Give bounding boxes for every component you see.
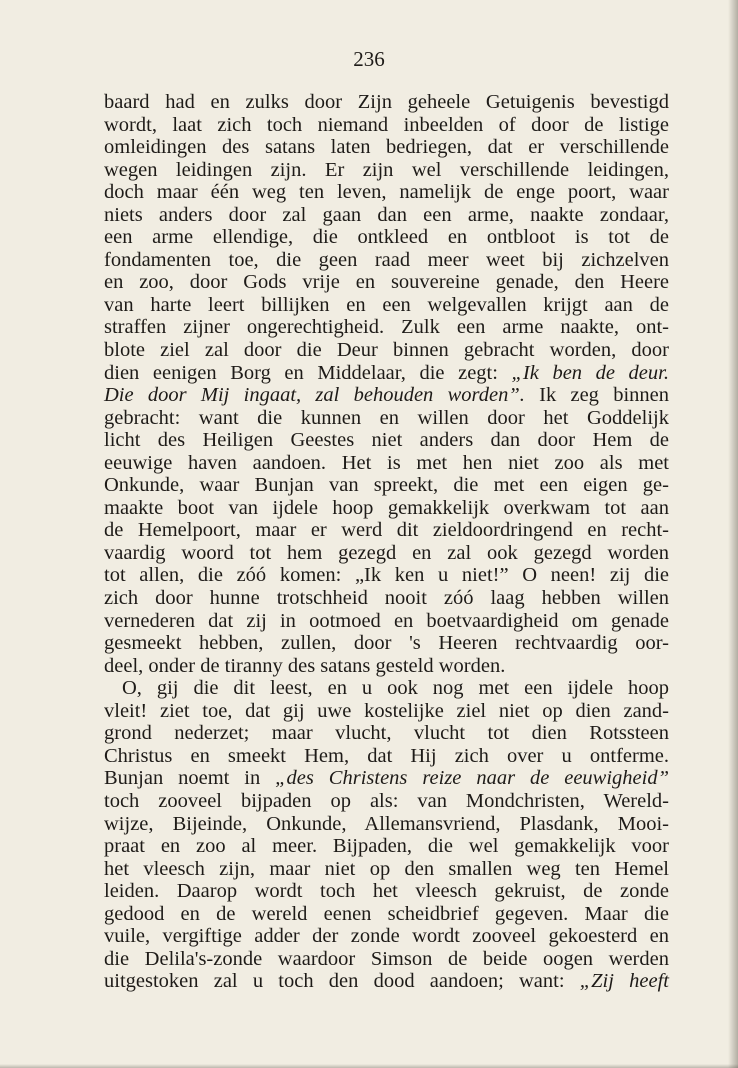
text-line: fondamenten toe, die geen raad meer weet bij zichzelven bbox=[104, 248, 669, 271]
text-line bbox=[104, 767, 669, 790]
text-line: vleit! ziet toe, dat gij uwe kostelijke ziel niet op dien zand- bbox=[104, 699, 669, 722]
text-segment: Ik zeg binnen bbox=[524, 384, 669, 407]
text-line: gedood en de wereld eenen scheidbrief gegeven. Maar die bbox=[104, 902, 669, 925]
text-line bbox=[104, 362, 669, 385]
text-line: Onkunde, waar Bunjan van spreekt, die met een eigen ge- bbox=[104, 474, 669, 497]
text-line: wordt, laat zich toch niemand inbeelden of door de listige bbox=[104, 113, 669, 136]
text-line: eeuwige haven aandoen. Het is met hen niet zoo als met bbox=[104, 451, 669, 474]
text-line: van harte leert billijken en een welgevallen krijgt aan de bbox=[104, 293, 669, 316]
text-line: maakte boot van ijdele hoop gemakkelijk overkwam tot aan bbox=[104, 496, 669, 519]
text-line: zich door hunne trotschheid nooit zóó laag hebben willen bbox=[104, 587, 669, 610]
text-line: gebracht: want die kunnen en willen door het Goddelijk bbox=[104, 406, 669, 429]
text-line: toch zooveel bijpaden op als: van Mondchristen, Wereld- bbox=[104, 789, 669, 812]
text-line bbox=[104, 384, 669, 407]
text-line: Christus en smeekt Hem, dat Hij zich over u ontferme. bbox=[104, 744, 669, 767]
text-line: de Hemelpoort, maar er werd dit zieldoordringend en recht- bbox=[104, 519, 669, 542]
italic-quote: Die door Mij ingaat, zal behouden worden”. bbox=[104, 384, 525, 407]
text-line: die Delila's-zonde waardoor Simson de beide oogen werden bbox=[104, 947, 669, 970]
text-line: vernederen dat zij in ootmoed en boetvaardigheid om genade bbox=[104, 609, 669, 632]
text-line: licht des Heiligen Geestes niet anders dan door Hem de bbox=[104, 429, 669, 452]
italic-quote: „Ik ben de deur. bbox=[511, 361, 669, 384]
text-line: het vleesch zijn, maar niet op den smallen weg ten Hemel bbox=[104, 857, 669, 880]
text-segment: Bunjan noemt in bbox=[104, 767, 276, 790]
text-line: blote ziel zal door die Deur binnen gebracht worden, door bbox=[104, 339, 669, 362]
body-text bbox=[104, 91, 669, 993]
text-line: grond nederzet; maar vlucht, vlucht tot dien Rotssteen bbox=[104, 722, 669, 745]
page-edge-shadow bbox=[728, 0, 738, 1068]
text-line: baard had en zulks door Zijn geheele Getuigenis bevestigd bbox=[104, 91, 669, 113]
page-number: 236 bbox=[353, 47, 385, 71]
text-line: straffen zijner ongerechtigheid. Zulk een arme naakte, ont- bbox=[104, 316, 669, 339]
text-line: deel, onder de tiranny des satans gesteld worden. bbox=[104, 654, 506, 677]
text-line: omleidingen des satans laten bedriegen, dat er verschillende bbox=[104, 136, 669, 159]
text-line: praat en zoo al meer. Bijpaden, die wel gemakkelijk voor bbox=[104, 835, 669, 858]
text-line: wijze, Bijeinde, Onkunde, Allemansvriend, Plasdank, Mooi- bbox=[104, 812, 669, 835]
text-line: wegen leidingen zijn. Er zijn wel verschillende leidingen, bbox=[104, 158, 669, 181]
text-line: een arme ellendige, die ontkleed en ontbloot is tot de bbox=[104, 226, 669, 249]
text-line bbox=[104, 970, 669, 993]
text-segment: uitgestoken zal u toch den dood aandoen; want: bbox=[104, 970, 580, 993]
text-line: doch maar één weg ten leven, namelijk de enge poort, waar bbox=[104, 181, 669, 204]
text-line: vuile, vergiftige adder der zonde wordt zooveel gekoesterd en bbox=[104, 925, 669, 948]
text-line: O, gij die dit leest, en u ook nog met een ijdele hoop bbox=[122, 677, 669, 700]
italic-quote: „des Christens reize naar de eeuwigheid” bbox=[275, 767, 669, 790]
text-line: vaardig woord tot hem gezegd en zal ook gezegd worden bbox=[104, 541, 669, 564]
page-bottom-edge bbox=[0, 1064, 738, 1068]
italic-quote: „Zij heeft bbox=[579, 970, 669, 993]
text-line: en zoo, door Gods vrije en souvereine genade, den Heere bbox=[104, 271, 669, 294]
text-segment: dien eenigen Borg en Middelaar, die zegt: bbox=[104, 361, 512, 384]
text-line: gesmeekt hebben, zullen, door 's Heeren rechtvaardig oor- bbox=[104, 632, 669, 655]
text-line: tot allen, die zóó komen: „Ik ken u niet!” O neen! zij die bbox=[104, 564, 669, 587]
text-line: leiden. Daarop wordt toch het vleesch gekruist, de zonde bbox=[104, 880, 669, 903]
text-line: niets anders door zal gaan dan een arme, naakte zondaar, bbox=[104, 203, 669, 226]
